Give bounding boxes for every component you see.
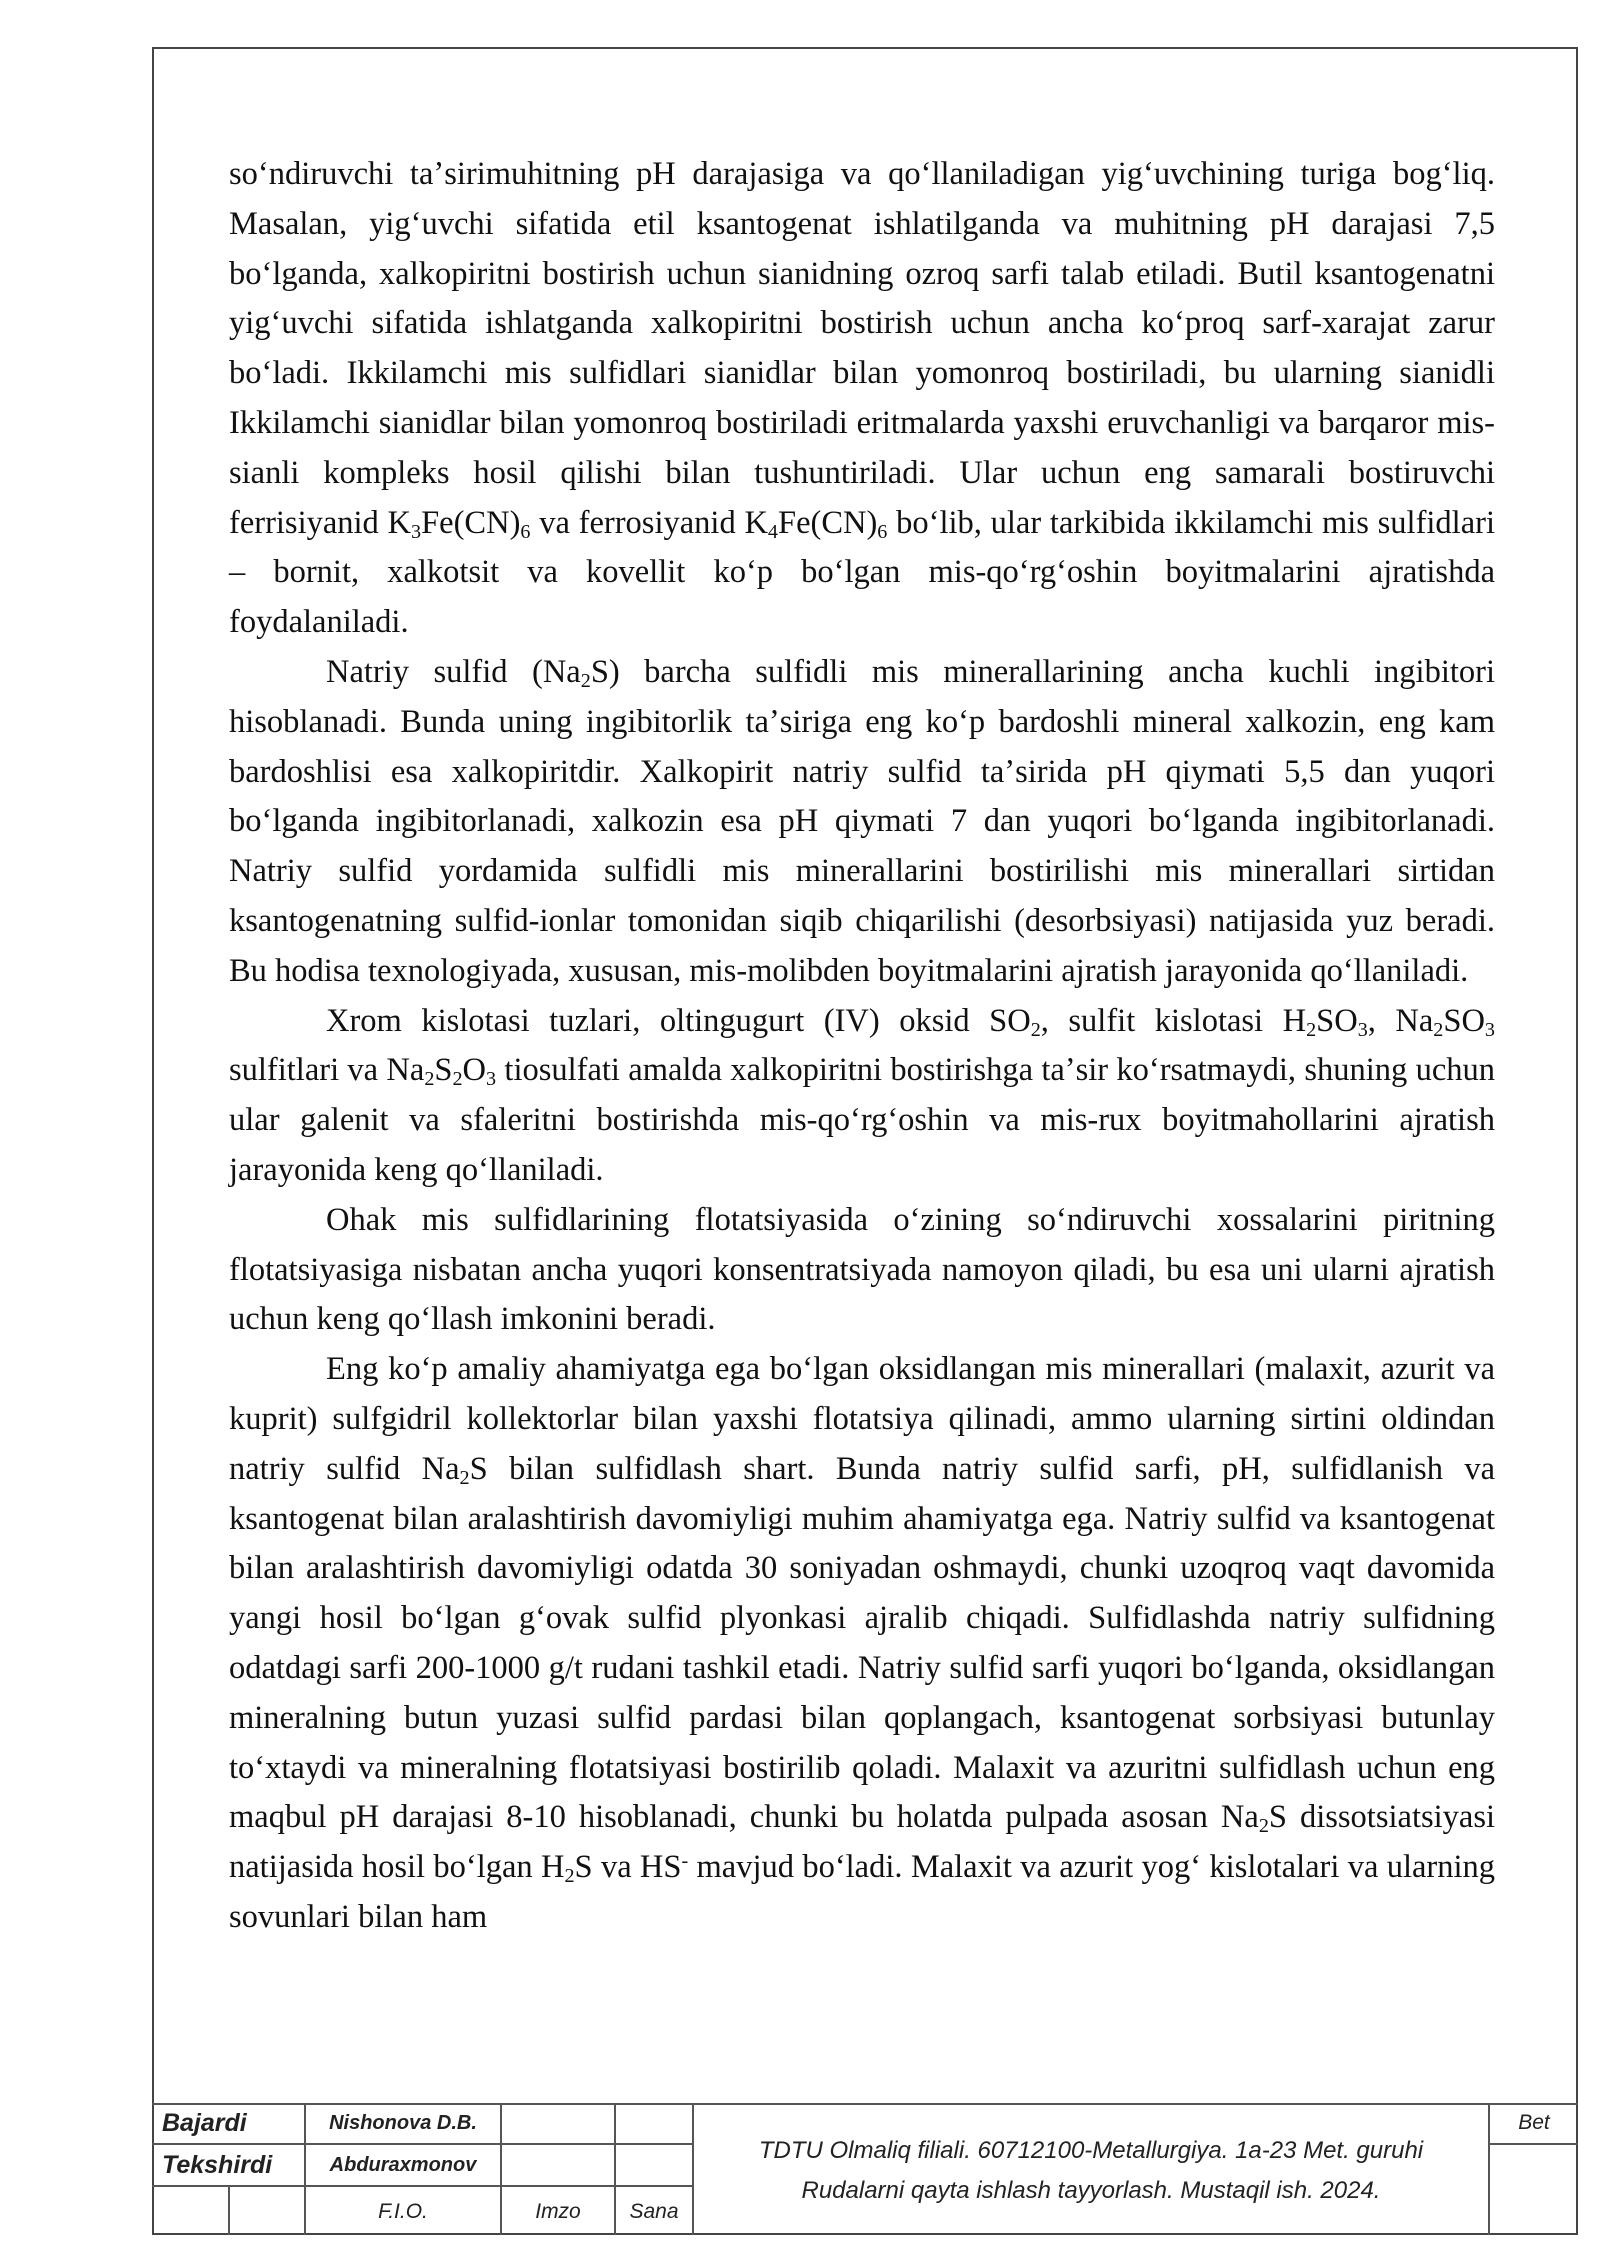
text-run: mavjud boʻladi. Malaxit va azurit yogʻ kislotalari va ularning sovunlari bilan ham [229, 1849, 1496, 1935]
text-run: S [434, 1052, 453, 1089]
formula-index: 2 [424, 1068, 435, 1091]
formula-index: 4 [767, 520, 778, 543]
formula-index: 2 [1306, 1018, 1317, 1041]
formula-index: 6 [520, 520, 531, 543]
formula-index: 3 [411, 520, 422, 543]
text-run: Eng koʻp amaliy ahamiyatga ega boʻlgan oksidlangan mis minerallari (malaxit, azurit va kuprit) sulfgidril kollektorlar bilan yaxshi flotatsiya qilinadi, ammo ularning sirtini oldindan natriy sulfid Na [229, 1351, 1495, 1487]
bajardi-label: Bajardi [162, 2108, 247, 2137]
paragraph [229, 1196, 1495, 1345]
title-line-2: Rudalarni qayta ishlash tayyorlash. Mustaqil ish. 2024. [801, 2177, 1381, 2204]
text-run: va ferrosiyanid K [530, 504, 768, 541]
text-run: tiosulfati amalda xalkopiritni bostirishga taʼsir koʻrsatmaydi, shuning uchun ular galenit va sfaleritni bostirishda mis-qoʻrgʻoshin va mis-rux boyitmahollarini ajratish jarayonida keng qoʻllaniladi. [229, 1052, 1495, 1188]
formula-index: 2 [1433, 1018, 1444, 1041]
tekshirdi-name: Abduraxmonov [329, 2153, 477, 2176]
text-run: boʻlib, ular tarkibida ikkilamchi mis sulfidlari – bornit, xalkotsit va kovellit koʻp boʻlgan mis-qoʻrgʻoshin boyitmalarini ajratishda foydalaniladi. [229, 504, 1495, 641]
text-run: Ohak mis sulfidlarining flotatsiyasida oʻzining soʻndiruvchi xossalarini piritning flotatsiyasiga nisbatan ancha yuqori konsentratsiyada namoyon qiladi, bu esa uni ularni ajratish uchun keng qoʻllash imkonini beradi. [229, 1201, 1495, 1338]
imzo-label: Imzo [535, 2200, 581, 2223]
document-body [229, 150, 1495, 1943]
text-run: Fe(CN) [421, 504, 521, 541]
formula-index: 2 [459, 1466, 470, 1489]
text-run: soʻndiruvchi taʼsirimuhitning pH darajasiga va qoʻllaniladigan yigʻuvchining turiga bogʻliq. Masalan, yigʻuvchi sifatida etil ksantogenat ishlatilganda va muhitning pH darajasi 7,5 boʻlganda, xalkopiritni bostirish uchun sianidning ozroq sarfi talab etiladi. Butil ksantogenatni yigʻuvchi sifatida ishlatganda xalkopiritni bostirish uchun ancha koʻproq sarf-xarajat zarur boʻladi. Ikkilamchi mis sulfidlari sianidlar bilan yomonroq bostiriladi, bu ularning sianidli Ikkilamchi sianidlar bilan yomonroq bostiriladi eritmalarda yaxshi eruvchanligi va barqaror mis-sianli kompleks hosil qilishi bilan tushuntiriladi. Ular uchun eng samarali bostiruvchi ferrisiyanid K [229, 156, 1495, 541]
title-line-1: TDTU Olmaliq filiali. 60712100-Metallurgiya. 1a-23 Met. guruhi [758, 2137, 1424, 2164]
formula-index: 2 [1258, 1815, 1269, 1838]
formula-index: 3 [486, 1068, 497, 1091]
paragraph [229, 648, 1495, 997]
document-title [694, 2111, 1488, 2231]
text-run: Natriy sulfid (Na [326, 653, 581, 690]
tekshirdi-label: Tekshirdi [162, 2150, 273, 2179]
text-run: Fe(CN) [778, 504, 878, 541]
text-run: O [462, 1052, 487, 1089]
text-run: Xrom kislotasi tuzlari, oltingugurt (IV) oksid SO [326, 1002, 1031, 1039]
text-run: sulfitlari va Na [229, 1052, 425, 1089]
text-run: , Na [1367, 1002, 1434, 1039]
formula-index: 2 [452, 1068, 463, 1091]
text-run: , sulfit kislotasi H [1040, 1002, 1307, 1039]
text-run: SO [1316, 1002, 1358, 1039]
text-run: S va HS [574, 1849, 682, 1886]
formula-index: - [681, 1850, 689, 1873]
text-run: SO [1443, 1002, 1485, 1039]
paragraph [229, 1345, 1495, 1943]
bet-label: Bet [1518, 2111, 1550, 2134]
paragraph [229, 150, 1495, 648]
paragraph [229, 997, 1495, 1196]
formula-index: 2 [1030, 1018, 1041, 1041]
formula-index: 6 [877, 520, 888, 543]
title-block [152, 2103, 1578, 2235]
text-run: S) barcha sulfidli mis minerallarining ancha kuchli ingibitori hisoblanadi. Bunda uning ingibitorlik taʼsiriga eng koʻp bardoshli mineral xalkozin, eng kam bardoshlisi esa xalkopiritdir. Xalkopirit natriy sulfid taʼsirida pH qiymati 5,5 dan yuqori boʻlganda ingibitorlanadi, xalkozin esa pH qiymati 7 dan yuqori boʻlganda ingibitorlanadi. Natriy sulfid yordamida sulfidli mis minerallarini bostirilishi mis minerallari sirtidan ksantogenatning sulfid-ionlar tomonidan siqib chiqarilishi (desorbsiyasi) natijasida yuz beradi. Bu hodisa texnologiyada, xususan, mis-molibden boyitmalarini ajratish jarayonida qoʻllaniladi. [229, 653, 1495, 989]
formula-index: 2 [564, 1865, 575, 1888]
text-run: S dissotsiatsiyasi natijasida hosil boʻlgan H [229, 1799, 1495, 1886]
bajardi-name: Nishonova D.B. [329, 2111, 477, 2134]
text-run: S bilan sulfidlash shart. Bunda natriy sulfid sarfi, pH, sulfidlanish va ksantogenat bilan aralashtirish davomiyligi muhim ahamiyatga ega. Natriy sulfid va ksantogenat bilan aralashtirish davomiyligi odatda 30 soniyadan oshmaydi, chunki uzoqroq vaqt davomida yangi hosil boʻlgan gʻovak sulfid plyonkasi ajralib chiqadi. Sulfidlashda natriy sulfidning odatdagi sarfi 200-1000 g/t rudani tashkil etadi. Natriy sulfid sarfi yuqori boʻlganda, oksidlangan mineralning butun yuzasi sulfid pardasi bilan qoplangach, ksantogenat sorbsiyasi butunlay toʻxtaydi va mineralning flotatsiyasi bostirilib qoladi. Malaxit va azuritni sulfidlash uchun eng maqbul pH darajasi 8-10 hisoblanadi, chunki bu holatda pulpada asosan Na [229, 1450, 1496, 1836]
formula-index: 3 [1357, 1018, 1368, 1041]
sana-label: Sana [629, 2200, 679, 2223]
formula-index: 2 [580, 670, 591, 692]
formula-index: 3 [1484, 1018, 1495, 1041]
fio-label: F.I.O. [378, 2200, 428, 2223]
